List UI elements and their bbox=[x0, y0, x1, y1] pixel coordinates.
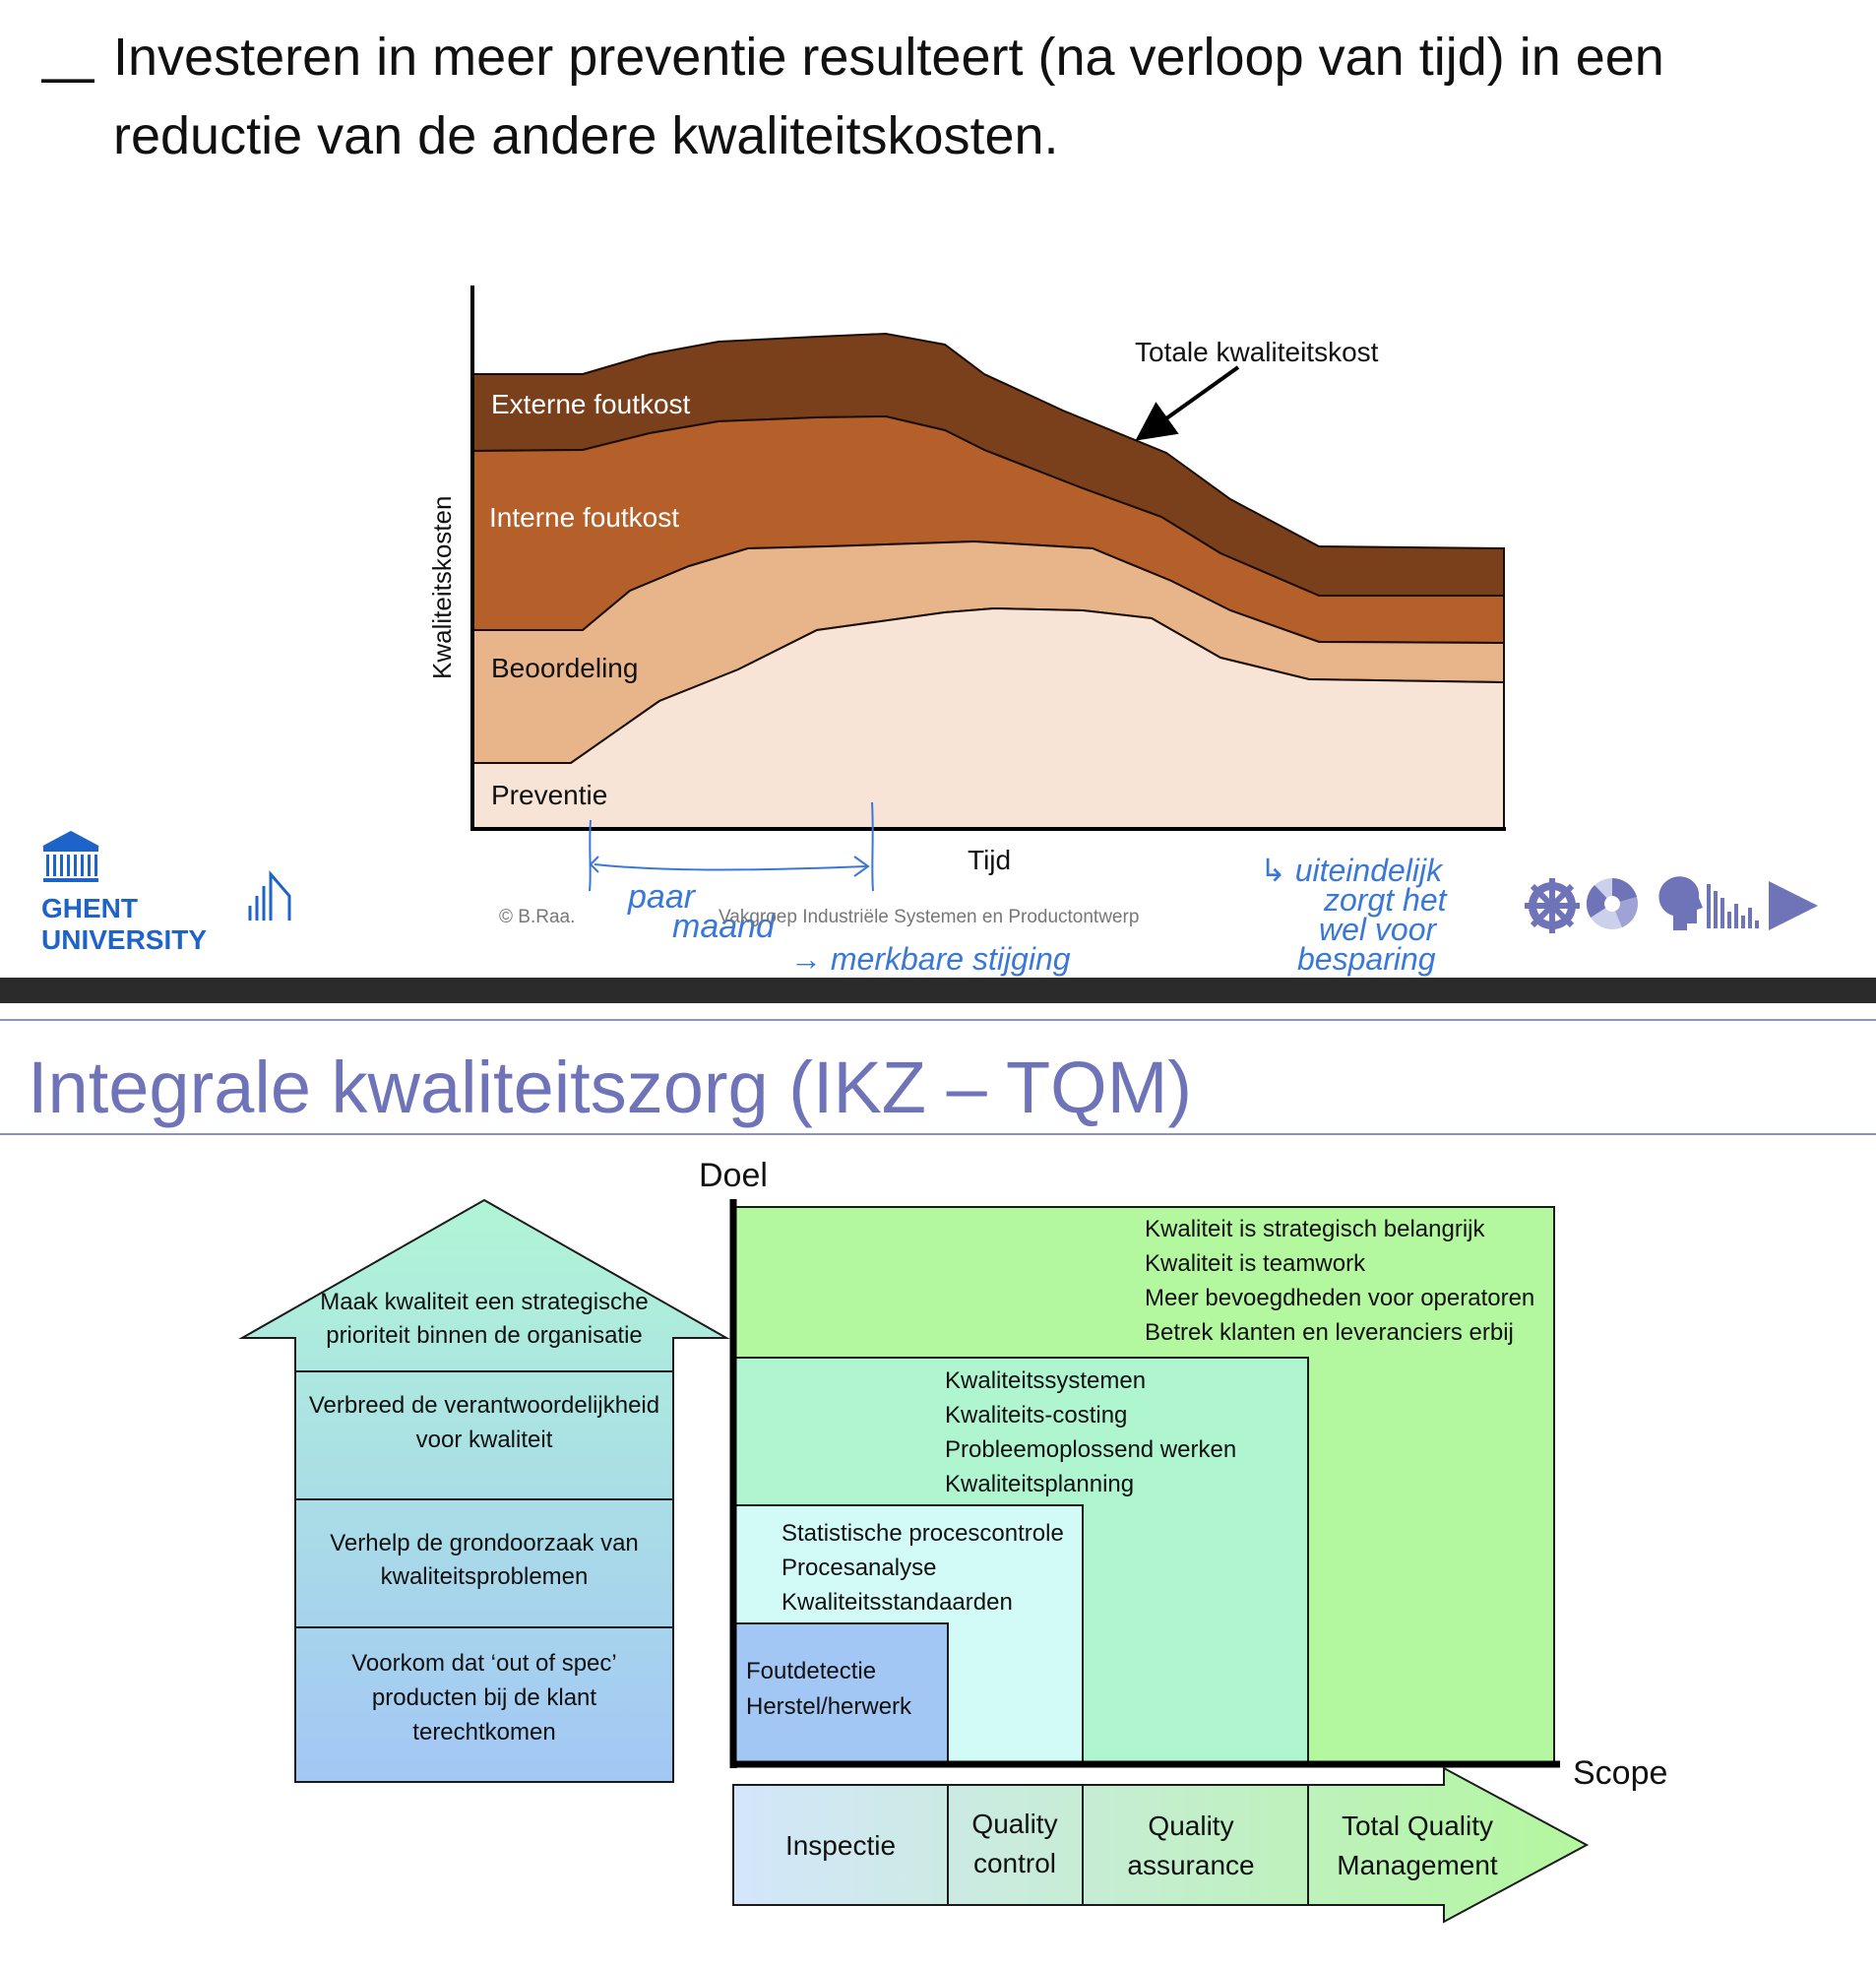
stage-quality-assurance-line-1: Quality bbox=[1148, 1810, 1234, 1841]
quality-cost-diagram bbox=[0, 0, 1876, 978]
handwritten-note-1-line-1: paar bbox=[628, 878, 696, 916]
bars-icon bbox=[1707, 884, 1759, 928]
bullet-dash: — bbox=[41, 47, 94, 106]
stage-inspectie: Inspectie bbox=[784, 1830, 897, 1861]
handwritten-note-2-line-3: wel voor bbox=[1319, 912, 1437, 947]
arrow-box-4-line-3: terechtkomen bbox=[412, 1719, 556, 1746]
scope-label: Scope bbox=[1573, 1754, 1668, 1792]
qa-item-3: Probleemoplossend werken bbox=[945, 1436, 1237, 1463]
label-interne-foutkost: Interne foutkost bbox=[489, 502, 680, 533]
y-axis-label: Kwaliteitskosten bbox=[427, 495, 457, 679]
qa-item-2: Kwaliteits-costing bbox=[945, 1402, 1128, 1429]
stage-quality-control-line-1: Quality bbox=[971, 1809, 1058, 1839]
qc-item-1: Statistische procescontrole bbox=[782, 1520, 1064, 1547]
qa-item-1: Kwaliteitssystemen bbox=[945, 1367, 1147, 1394]
arrow-box-4-line-2: producten bij de klant bbox=[371, 1684, 597, 1711]
arrow-box-2-line-2: voor kwaliteit bbox=[415, 1427, 553, 1453]
handwritten-note-1-line-2: maand bbox=[672, 908, 775, 945]
x-axis-label: Tijd bbox=[968, 845, 1012, 875]
qc-item-3: Kwaliteitsstandaarden bbox=[782, 1589, 1013, 1616]
qa-item-4: Kwaliteitsplanning bbox=[945, 1471, 1135, 1497]
ghent-university-logo-icon bbox=[43, 832, 98, 882]
gear-icon bbox=[1525, 878, 1580, 933]
tqm-diagram bbox=[0, 1003, 1876, 1969]
stage-tqm-line-1: Total Quality bbox=[1341, 1810, 1494, 1841]
faculty-mark-icon bbox=[250, 874, 289, 921]
ghent-logo-line-2: UNIVERSITY bbox=[41, 924, 208, 955]
stage-quality-assurance-line-2: assurance bbox=[1127, 1850, 1255, 1880]
label-preventie: Preventie bbox=[491, 780, 608, 810]
label-beoordeling: Beoordeling bbox=[491, 653, 639, 683]
handwritten-note-2-line-4: besparing bbox=[1297, 941, 1436, 977]
arrow-box-2-line-1: Verbreed de verantwoordelijkheid bbox=[308, 1392, 660, 1419]
doel-label: Doel bbox=[699, 1157, 768, 1194]
pie-icon bbox=[1587, 878, 1638, 929]
arrow-box-3-line-2: kwaliteitsproblemen bbox=[380, 1563, 589, 1590]
bullet-text-line-2: reductie van de andere kwaliteitskosten. bbox=[113, 106, 1059, 165]
tqm-item-2: Kwaliteit is teamwork bbox=[1145, 1250, 1366, 1277]
annotation-arrow bbox=[1142, 367, 1238, 436]
insp-item-2: Herstel/herwerk bbox=[746, 1693, 912, 1720]
stage-quality-control-line-2: control bbox=[972, 1848, 1057, 1878]
play-icon bbox=[1769, 881, 1818, 930]
slide-divider bbox=[0, 978, 1876, 1003]
qc-item-2: Procesanalyse bbox=[782, 1555, 937, 1581]
arrow-box-1-line-1: Maak kwaliteit een strategische bbox=[320, 1289, 649, 1315]
arrow-box-4-line-1: Voorkom dat ‘out of spec’ bbox=[351, 1650, 617, 1677]
ghent-logo-line-1: GHENT bbox=[41, 893, 138, 923]
handwritten-note-2-line-2: zorgt het bbox=[1324, 882, 1447, 918]
label-externe-foutkost: Externe foutkost bbox=[491, 389, 691, 419]
bullet-text-line-1: Investeren in meer preventie resulteert (na verloop van tijd) in een bbox=[113, 28, 1664, 87]
stage-tqm-line-2: Management bbox=[1337, 1850, 1498, 1880]
annotation-totale-kwaliteitskost: Totale kwaliteitskost bbox=[1135, 337, 1379, 367]
insp-item-1: Foutdetectie bbox=[746, 1658, 877, 1684]
tqm-item-3: Meer bevoegdheden voor operatoren bbox=[1145, 1285, 1535, 1311]
footer-copyright: © B.Raa. bbox=[499, 907, 576, 927]
head-icon bbox=[1658, 876, 1703, 930]
handwritten-note-2-line-1: ↳ uiteindelijk bbox=[1260, 853, 1443, 888]
tqm-item-1: Kwaliteit is strategisch belangrijk bbox=[1145, 1216, 1485, 1242]
tqm-item-4: Betrek klanten en leveranciers erbij bbox=[1145, 1319, 1514, 1346]
arrow-box-3-line-1: Verhelp de grondoorzaak van bbox=[330, 1530, 639, 1556]
arrow-box-1-line-2: prioriteit binnen de organisatie bbox=[326, 1322, 643, 1349]
handwritten-note-1-line-3: → merkbare stijging bbox=[790, 941, 1071, 977]
slide-title: Integrale kwaliteitszorg (IKZ – TQM) bbox=[28, 1047, 1192, 1128]
slide-prevention-costs bbox=[0, 0, 1876, 978]
slide-integrale-kwaliteitszorg bbox=[0, 1003, 1876, 1969]
footer-department: Vakgroep Industriële Systemen en Productontwerp bbox=[719, 907, 1140, 927]
